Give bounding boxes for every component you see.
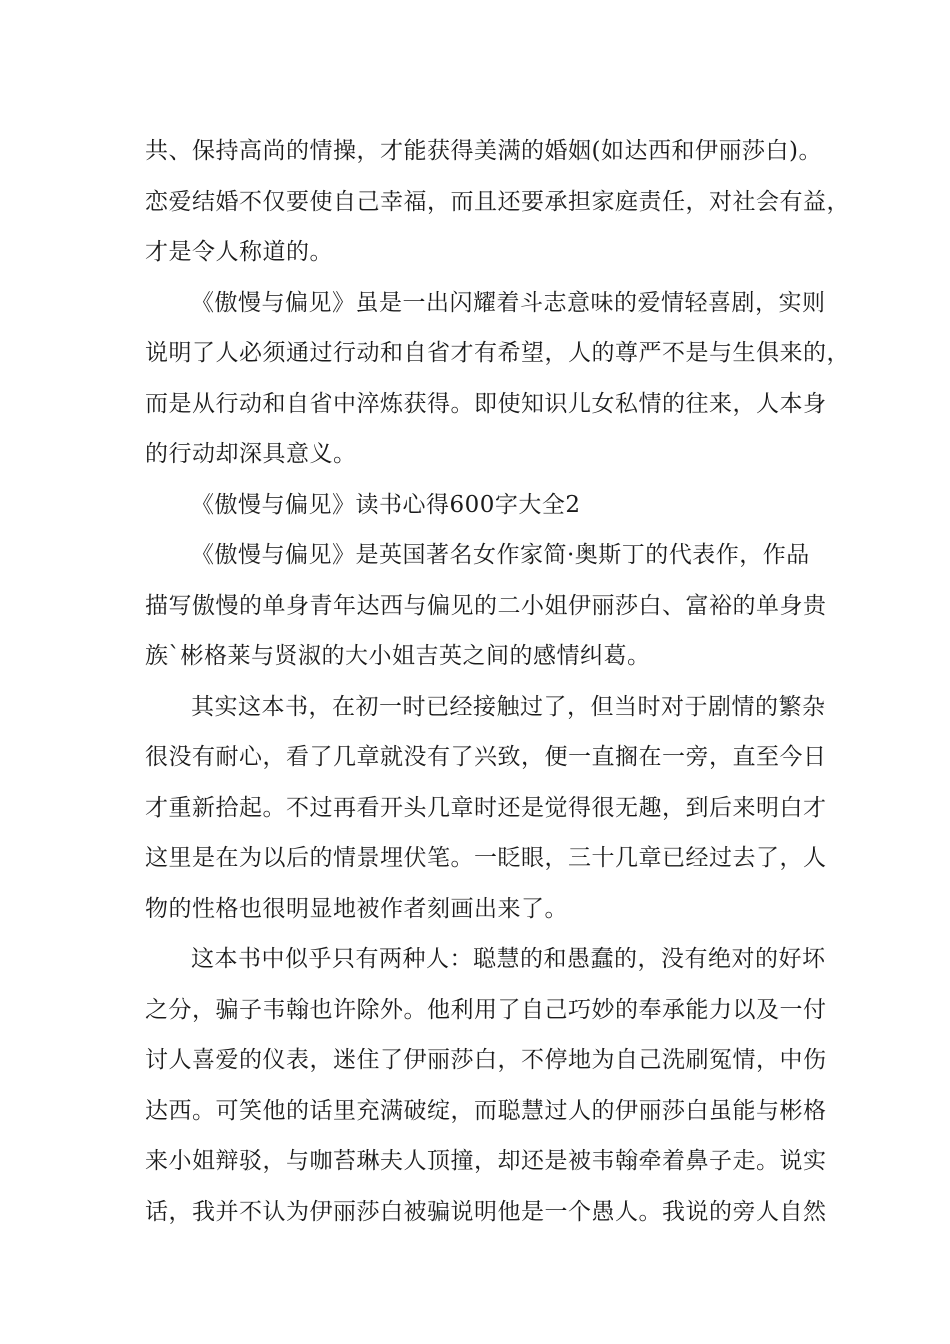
- text-line: 很没有耐心，看了几章就没有了兴致，便一直搁在一旁，直至今日: [145, 744, 827, 770]
- text-line: 的行动却深具意义。: [145, 441, 357, 467]
- text-line: 《傲慢与偏见》虽是一出闪耀着斗志意味的爱情轻喜剧，实则: [191, 289, 826, 316]
- text-line: 这里是在为以后的情景埋伏笔。一眨眼，三十几章已经过去了，人: [145, 845, 827, 871]
- paragraph-3: [145, 530, 827, 682]
- text-line: 而是从行动和自省中淬炼获得。即使知识儿女私情的往来，人本身: [145, 390, 827, 417]
- text-line: 之分，骗子韦翰也许除外。他利用了自己巧妙的奉承能力以及一付: [145, 996, 827, 1023]
- text-line: 才是令人称道的。: [145, 239, 333, 265]
- text-line: 《傲慢与偏见》是英国著名女作家简·奥斯丁的代表作，作品: [191, 542, 810, 568]
- paragraph-5: [145, 934, 827, 1237]
- paragraph-2: [145, 278, 850, 480]
- text-line: 恋爱结婚不仅要使自己幸福，而且还要承担家庭责任，对社会有益，: [145, 188, 850, 215]
- text-line: 族`彬格莱与贤淑的大小姐吉英之间的感情纠葛。: [145, 643, 651, 669]
- paragraph-1: [145, 126, 850, 278]
- text-line: 这本书中似乎只有两种人：聪慧的和愚蠢的，没有绝对的好坏: [191, 946, 826, 972]
- text-line: 物的性格也很明显地被作者刻画出来了。: [145, 895, 568, 922]
- text-line: 描写傲慢的单身青年达西与偏见的二小姐伊丽莎白、富裕的单身贵: [145, 592, 827, 619]
- section-heading: [145, 480, 810, 531]
- document-body: [145, 126, 850, 1237]
- text-line: 共、保持高尚的情操，才能获得美满的婚姻(如达西和伊丽莎白)。: [145, 138, 822, 164]
- text-line: 才重新拾起。不过再看开头几章时还是觉得很无趣，到后来明白才: [145, 794, 827, 821]
- text-line: 达西。可笑他的话里充满破绽，而聪慧过人的伊丽莎白虽能与彬格: [145, 1097, 827, 1124]
- text-line: 《傲慢与偏见》读书心得600字大全2: [191, 491, 581, 518]
- text-line: 讨人喜爱的仪表，迷住了伊丽莎白，不停地为自己洗刷冤情，中伤: [145, 1047, 827, 1073]
- text-line: 来小姐辩驳，与咖苔琳夫人顶撞，却还是被韦翰牵着鼻子走。说实: [145, 1148, 827, 1174]
- text-line: 说明了人必须通过行动和自省才有希望，人的尊严不是与生俱来的，: [145, 340, 850, 366]
- paragraph-4: [145, 682, 827, 935]
- text-line: 其实这本书，在初一时已经接触过了，但当时对于剧情的繁杂: [191, 693, 826, 720]
- text-line: 话，我并不认为伊丽莎白被骗说明他是一个愚人。我说的旁人自然: [145, 1198, 827, 1225]
